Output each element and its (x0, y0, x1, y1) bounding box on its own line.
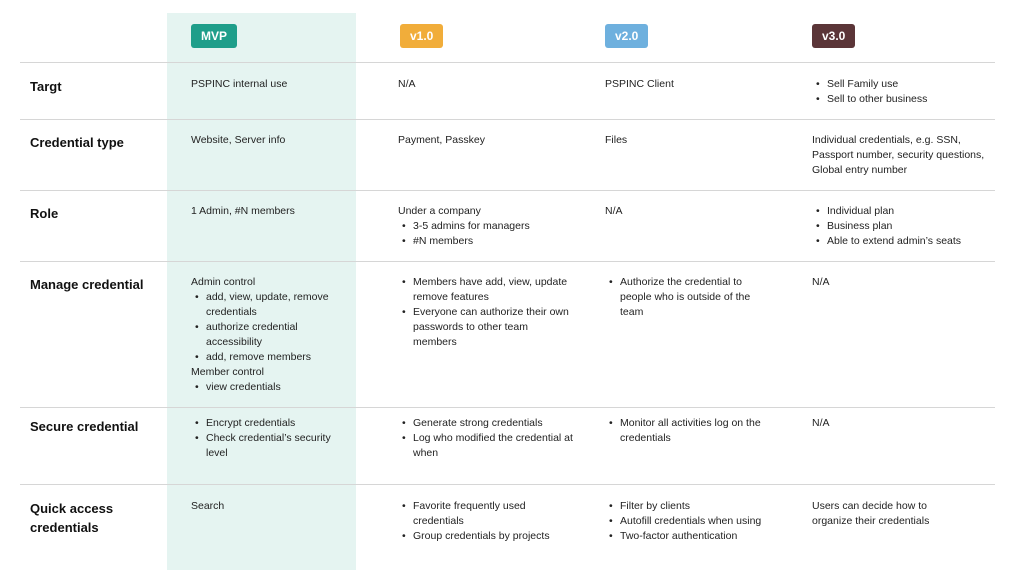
row-label-manage-credential: Manage credential (30, 277, 144, 292)
bullet-item: • Authorize the credential to people who is outside of the team (605, 275, 770, 320)
cell-intro: Member control (191, 366, 264, 378)
bullet-list (398, 499, 573, 544)
bullet-list (191, 380, 351, 395)
cell-manage-credential-v1 (398, 275, 573, 350)
bullet-item: • Members have add, view, update remove features (398, 275, 573, 305)
bullet-item: • Monitor all activities log on the credentials (605, 416, 770, 446)
bullet-list (398, 275, 573, 350)
bullet-item: • Business plan (812, 219, 992, 234)
bullet-item: • authorize credential accessibility (191, 320, 351, 350)
bullet-item: • Individual plan (812, 204, 992, 219)
bullet-item: • add, remove members (191, 350, 351, 365)
bullet-item: • Sell to other business (812, 92, 992, 107)
row-divider (20, 407, 995, 408)
cell-target-v1: N/A (398, 78, 416, 90)
bullet-list (605, 275, 770, 320)
bullet-list (191, 416, 351, 461)
badge-v2: v2.0 (605, 24, 648, 48)
bullet-item: • Generate strong credentials (398, 416, 573, 431)
cell-quick-access-v1 (398, 499, 573, 544)
cell-manage-credential-v3: N/A (812, 276, 830, 288)
row-label-credential-type: Credential type (30, 135, 124, 150)
cell-quick-access-v3: Users can decide how to organize their credentials (812, 500, 930, 527)
row-divider (20, 261, 995, 262)
row-label-role: Role (30, 206, 59, 221)
cell-role-v1 (398, 204, 573, 249)
cell-secure-credential-v2 (605, 416, 770, 446)
bullet-item: • Log who modified the credential at when (398, 431, 573, 461)
bullet-item: • 3-5 admins for managers (398, 219, 573, 234)
bullet-item: • Group credentials by projects (398, 529, 573, 544)
cell-secure-credential-v3: N/A (812, 417, 830, 429)
bullet-item: • view credentials (191, 380, 351, 395)
bullet-item: • Two-factor authentication (605, 529, 765, 544)
bullet-list (191, 290, 351, 365)
bullet-item: • Everyone can authorize their own passwords to other team members (398, 305, 573, 350)
row-divider (20, 62, 995, 63)
cell-intro: Admin control (191, 276, 256, 288)
cell-credential-type-v3: Individual credentials, e.g. SSN, Passport number, security questions, Global entry number (812, 134, 985, 176)
bullet-item: • #N members (398, 234, 573, 249)
bullet-item: • Encrypt credentials (191, 416, 351, 431)
bullet-list (605, 416, 770, 446)
cell-quick-access-mvp: Search (191, 500, 225, 512)
row-label-quick-access: Quick access credentials (30, 501, 114, 535)
cell-secure-credential-mvp (191, 416, 351, 461)
bullet-item: • add, view, update, remove credentials (191, 290, 351, 320)
cell-manage-credential-mvp (191, 275, 351, 395)
bullet-list (605, 499, 765, 544)
cell-target-v2: PSPINC Client (605, 78, 674, 90)
row-label-target: Targt (30, 79, 62, 94)
cell-secure-credential-v1 (398, 416, 573, 461)
cell-manage-credential-v2 (605, 275, 770, 320)
bullet-item: • Check credential’s security level (191, 431, 351, 461)
bullet-item: • Able to extend admin’s seats (812, 234, 992, 249)
bullet-list (398, 416, 573, 461)
bullet-list (812, 204, 992, 249)
cell-role-v3 (812, 204, 992, 249)
bullet-list (812, 77, 992, 107)
bullet-item: • Favorite frequently used credentials (398, 499, 573, 529)
bullet-item: • Autofill credentials when using (605, 514, 765, 529)
cell-credential-type-mvp: Website, Server info (191, 134, 286, 146)
cell-intro: Under a company (398, 205, 481, 217)
row-label-secure-credential: Secure credential (30, 419, 139, 434)
badge-v3: v3.0 (812, 24, 855, 48)
badge-v1: v1.0 (400, 24, 443, 48)
row-divider (20, 119, 995, 120)
cell-target-mvp: PSPINC internal use (191, 78, 288, 90)
cell-quick-access-v2 (605, 499, 765, 544)
row-divider (20, 484, 995, 485)
row-divider (20, 190, 995, 191)
cell-credential-type-v2: Files (605, 134, 628, 146)
cell-role-v2: N/A (605, 205, 623, 217)
badge-mvp: MVP (191, 24, 237, 48)
bullet-list (398, 219, 573, 249)
cell-credential-type-v1: Payment, Passkey (398, 134, 485, 146)
bullet-item: • Sell Family use (812, 77, 992, 92)
cell-target-v3 (812, 77, 992, 107)
bullet-item: • Filter by clients (605, 499, 765, 514)
cell-role-mvp: 1 Admin, #N members (191, 205, 295, 217)
